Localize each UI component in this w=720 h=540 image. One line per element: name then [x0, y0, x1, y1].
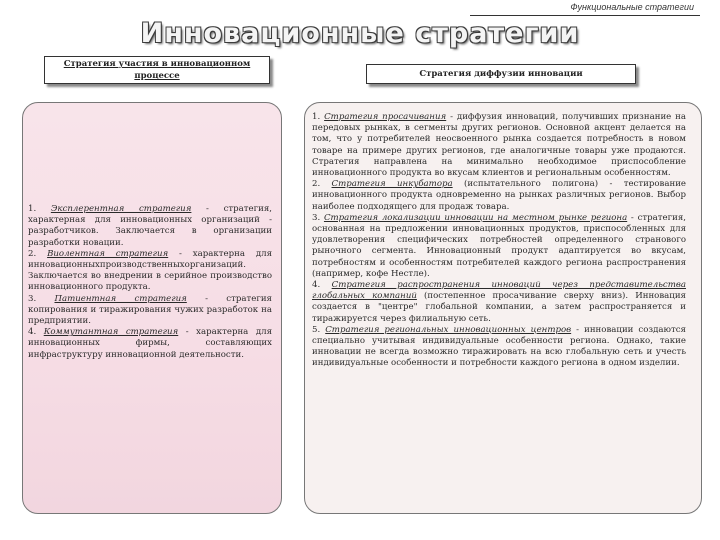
page-title: Инновационные стратегии [140, 18, 580, 49]
item-term: Стратегия распространения инноваций через представительства глобальных компаний [312, 280, 686, 302]
item-text: - инновации создаются специально учитывая индивидуальные особенности региона. Однако, такие инновации не всегда возможно тиражировать на всю глобальную сеть и учесть индивидуальные особенности и потребности каждого региона в одном изделии. [312, 324, 686, 369]
item-term: Стратегия просачивания [324, 112, 447, 122]
right-heading-box [366, 64, 636, 84]
item-text: - характерна для инновационных фирмы, составляющих инфраструктуру инновационной деятельности. [28, 327, 272, 360]
item-number: 5. [312, 324, 326, 335]
item-text: - характерна для инновационныхпроизводственныхорганизаций. Заключается во внедрении в серийное производство инновационного продукта. [28, 248, 272, 293]
right-heading: Стратегия диффузии инновации [419, 69, 583, 79]
item-number: 4. [312, 280, 332, 291]
right-item-5 [312, 325, 686, 370]
left-item-1 [28, 204, 272, 249]
right-item-1 [312, 112, 686, 179]
item-term: Стратегия региональных инновационных центров [325, 324, 572, 335]
item-number: 3. [312, 212, 324, 223]
item-number: 1. [28, 204, 51, 214]
left-heading: Стратегия участия в инновационном процессе [63, 59, 251, 81]
item-text: (испытательного полигона) - тестирование инновационного продукта одновременно на рынках различных регионов. Выбор наиболее подходящего для продаж товара. [312, 179, 687, 212]
item-text: (постепенное просачивание сверху вниз). Инновация создается в "центре" глобальной компании, а затем распространяется и тиражируется через филиальную сеть. [312, 291, 686, 324]
item-text: - стратегия, характерная для инновационных организаций - разработчиков. Заключается в организации разработки новации. [28, 204, 273, 248]
item-number: 2. [28, 248, 48, 259]
left-item-2 [28, 249, 272, 294]
item-number: 3. [28, 293, 55, 304]
left-item-3 [28, 294, 272, 328]
right-item-2 [312, 179, 686, 213]
section-label: Функциональные стратегии [570, 2, 694, 12]
left-text [28, 204, 272, 361]
item-text: - стратегия, основанная на предложении инновационных продуктов, приспособленных для удовлетворения специфических потребностей определенного странового рыночного сегмента. Инновационный продукт адаптируется во вкусам, потребностям и особенностям потребителей каждого региона распространения (например, кофе Нестле). [312, 212, 686, 279]
item-term: Стратегия инкубатора [331, 179, 453, 190]
right-item-3 [312, 213, 686, 280]
left-heading-box [44, 56, 270, 84]
left-item-4 [28, 327, 272, 361]
item-term: Стратегия локализации инновации на местном рынке региона [323, 212, 628, 223]
item-text: - диффузия инноваций, получивших признание на передовых рынках, в сегменты других регионов. Основной акцент делается на том, что у потребителей неосвоенного рынка создается потребность в новом товаре на примере других регионов, где аналогичные товары уже продаются. Стратегия направлена на минимально необходимое приспособление инновационного продукта во вкусам клиентов и региональным особенностям. [312, 112, 687, 179]
header-rule [470, 15, 700, 16]
item-number: 4. [28, 327, 44, 338]
item-text: - стратегия копирования и тиражирования чужих разработок на предприятии. [28, 293, 272, 327]
item-term: Коммутантная стратегия [43, 327, 179, 338]
item-number: 2. [312, 179, 332, 190]
right-item-4 [312, 280, 686, 325]
right-text [312, 112, 686, 370]
item-term: Виолентная стратегия [47, 248, 169, 259]
item-number: 1. [312, 112, 325, 122]
item-term: Эксплерентная стратегия [50, 204, 192, 214]
item-term: Патиентная стратегия [54, 293, 187, 304]
